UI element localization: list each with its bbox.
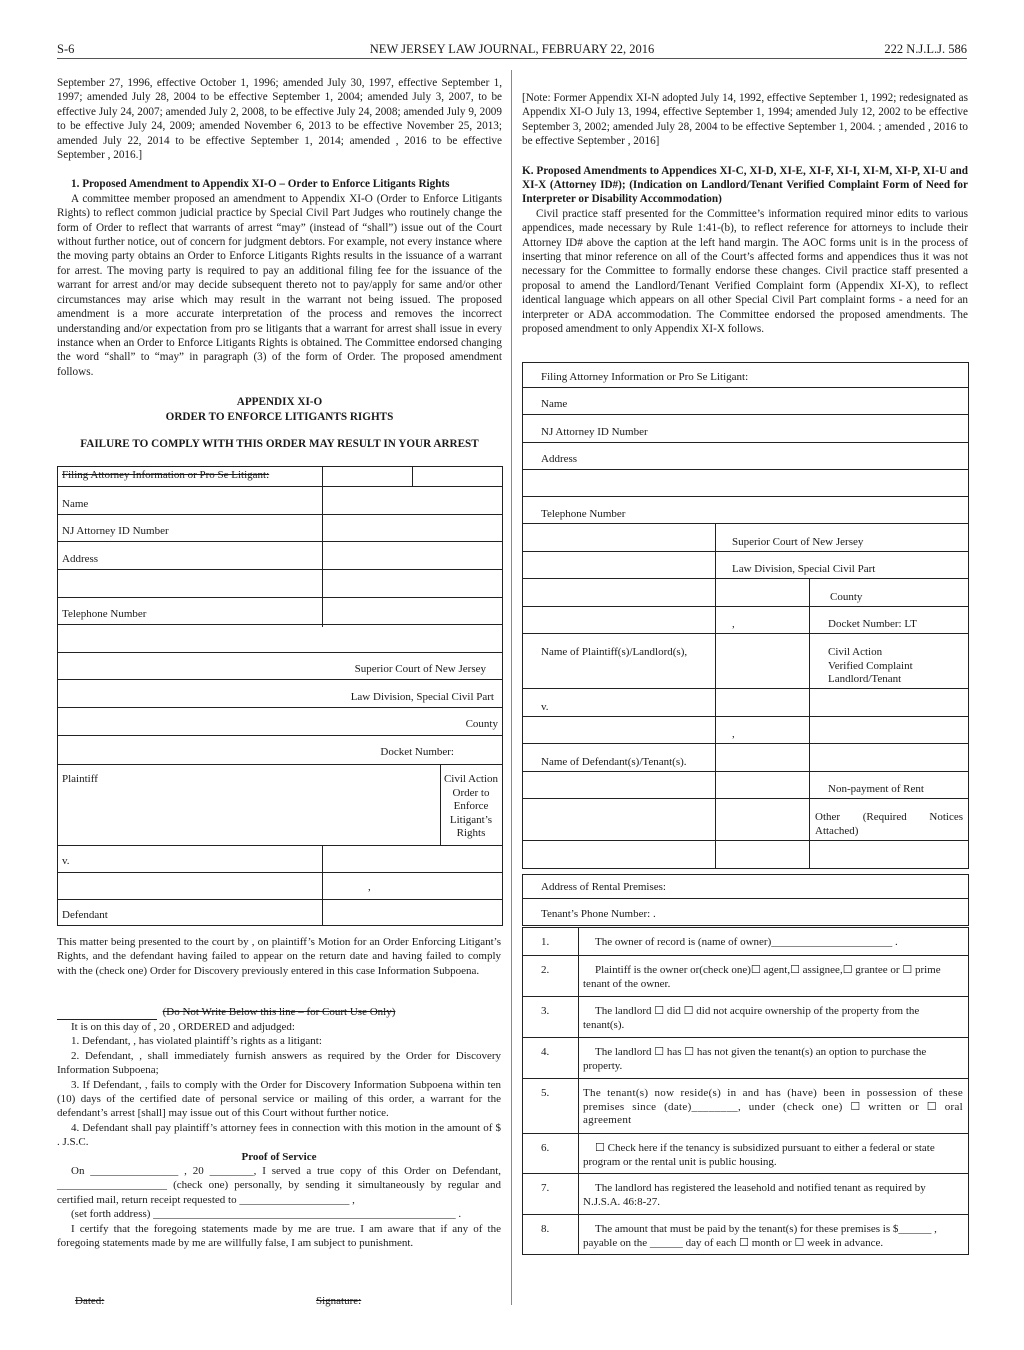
statement-text: The landlord has registered the leasehold and notified tenant as required by N.J.S.A. 46:8-27. (583, 1182, 926, 1208)
statement-text: The landlord ☐ has ☐ has not given the tenant(s) an option to purchase the property. (583, 1046, 927, 1072)
county-label: County (830, 591, 863, 603)
statement-number: 5. (541, 1087, 550, 1099)
civil-action-line: Civil Action (443, 773, 499, 785)
civil-action-line: Order to (452, 786, 490, 799)
proof-line: I certify that the foregoing statements made by me are true. I am aware that if any of the foregoing statements made by me are willfully false, I am subject to punishment. (57, 1222, 501, 1250)
statement-text: The landlord ☐ did ☐ did not acquire ownership of the property from the tenant(s). (583, 1005, 920, 1031)
right-column (522, 91, 968, 337)
address-label: Address (62, 553, 99, 565)
defendant-label: Name of Defendant(s)/Tenant(s). (541, 756, 687, 768)
rental-address-label: Address of Rental Premises: (541, 881, 666, 893)
section-1-body: A committee member proposed an amendment to Appendix XI-O (Order to Enforce Litigants Rights) to reflect common judicial practice by Special Civil Part Judges who routinely change the form of Order to reflect that warrants of arrest “may” (instead of “shall”) issue out of the Court without further notice, out of concern for judgment debtors. For example, not every instance where the moving party obtains an Order to Enforce Litigants Rights results in the issuance of a warrant for arrest. The moving party is required to pay an additional filing fee for the issuance of the warrant for arrest and/or may decide subsequent thereto not to pay/apply for same and/or other circumstances may arise which may result in the warrant not being issued. The proposed amendment is a more accurate interpretation of the process and removes the incorrect understanding and/or expectation from pro se litigants that a warrant for arrest shall issue in every instance when an Order to Enforce Litigants Rights is obtained. The Committee endorsed changing the word “shall” to “may” in paragraph (3) of the form of Order. The proposed amendment follows. (57, 192, 502, 378)
statement-text: The tenant(s) now reside(s) in and has (have) been in possession of these premises since (date)________, under (check one) ☐ written or ☐ oral agreement (583, 1087, 963, 1126)
former-appendix-note: [Note: Former Appendix XI-N adopted July 14, 1992, effective September 1, 1992; redesignated as Appendix XI-O July 13, 1994, effective September 1, 1994; amended July 12, 2002 to be effective September 3, 2002; amended July 28, 2004 to be effective September 1, 2004. ; amended , 2016 to be effective September , 2016] (522, 92, 968, 148)
section-k-heading: K. Proposed Amendments to Appendices XI-C, XI-D, XI-E, XI-F, XI-I, XI-M, XI-P, XI-U and XI-X (Attorney ID#); (Indication on Landlord/Tenant Verified Complaint Form of Need for Interpreter or Disability Accommodation) (522, 164, 968, 206)
premises-table (522, 874, 969, 926)
attorney-id-label: NJ Attorney ID Number (62, 525, 169, 537)
appendix-title: APPENDIX XI-O (236, 396, 323, 409)
telephone-label: Telephone Number (541, 508, 626, 520)
complaint-form-table (522, 362, 969, 869)
statement-number: 2. (541, 964, 550, 976)
comma-mark: , (732, 618, 735, 630)
section-1-heading: 1. Proposed Amendment to Appendix XI-O – Order to Enforce Litigants Rights (71, 178, 450, 191)
plaintiff-label: Name of Plaintiff(s)/Landlord(s), (541, 646, 688, 658)
statement-text: The owner of record is (name of owner)______________________ . (595, 936, 898, 948)
order-line: 4. Defendant shall pay plaintiff’s attorney fees in connection with this motion in the amount of $ . J.S.C. (57, 1121, 501, 1149)
docket-label: Docket Number: (380, 746, 454, 758)
civil-action-line: Landlord/Tenant (828, 673, 902, 685)
order-lines (57, 1020, 501, 1251)
civil-action-label (440, 773, 502, 841)
address-label: Address (541, 453, 578, 465)
filing-info-label: Filing Attorney Information or Pro Se Litigant: (62, 469, 270, 481)
statement-number: 8. (541, 1223, 550, 1235)
court-label: Superior Court of New Jersey (732, 536, 864, 548)
tenant-phone-label: Tenant’s Phone Number: . (541, 908, 656, 920)
telephone-label: Telephone Number (62, 608, 147, 620)
history-text: September 27, 1996, effective October 1, 1996; amended July 30, 1997, effective September 1, 1997; amended July 28, 2004 to be effective September 1, 2004; amended July 3, 2007, to be effective July 24, 2007; amended July 2, 2008, to be effective July 24, 2008; amended July 9, 2009 to be effective July 24, 2009; amended November 6, 2013 to be effective November 25, 2013; amended July 22, 2014 to be effective September 1, 2014; amended , 2016 to be effective September , 2016.] (57, 77, 502, 162)
left-column (57, 76, 502, 451)
name-label: Name (541, 398, 568, 410)
dated-label: Dated: (75, 1295, 105, 1307)
versus-label: v. (541, 701, 549, 713)
proof-line: (set forth address) _______________________________________________________ . (71, 1208, 462, 1221)
journal-title: NEW JERSEY LAW JOURNAL, FEBRUARY 22, 2016 (369, 42, 655, 56)
filing-info-label: Filing Attorney Information or Pro Se Litigant: (541, 371, 749, 383)
statement-number: 7. (541, 1182, 550, 1194)
civil-action-line: Enforce (453, 800, 489, 812)
other-label: Other (Required Notices Attached) (815, 811, 963, 837)
civil-action-line: Civil Action (828, 646, 883, 658)
nonpayment-label: Non-payment of Rent (828, 783, 924, 795)
proof-line: On ________________ , 20 ________, I served a true copy of this Order on Defendant, ____________________ (check one) personally, by sending it simultaneously by regular and certified mail, return receipt requested to ____________________ , (57, 1165, 501, 1206)
statement-text: The amount that must be paid by the tenant(s) for these premises is $______ , payable on the ______ day of each ☐ month or ☐ week in advance. (583, 1223, 937, 1249)
proof-title: Proof of Service (241, 1150, 317, 1163)
comma-mark: , (368, 881, 371, 893)
matter-text: This matter being presented to the court by , on plaintiff’s Motion for an Order Enforcing Litigant’s Rights, and the defendant having failed to appear on the return date and having failed to comply with the (check one) Order for Discovery previously entered in this case Information Subpoena. (57, 936, 501, 977)
statement-number: 4. (541, 1046, 550, 1058)
statement-number: 3. (541, 1005, 550, 1017)
order-line: 2. Defendant, , shall immediately furnish answers as required by the Order for Discovery Information Subpoena; (57, 1049, 501, 1077)
page-number: S-6 (57, 42, 75, 56)
civil-action-label (828, 646, 913, 687)
order-line: 3. If Defendant, , fails to comply with the Order for Discovery Information Subpoena within ten (10) days of the certified date of personal service or mailing of this order, a warrant for the defendant’s arrest [shall] may issue out of this Court without further notice. (57, 1078, 501, 1120)
statements-table (522, 927, 969, 1255)
docket-label: Docket Number: LT (828, 618, 917, 630)
defendant-label: Defendant (62, 909, 108, 921)
county-label: County (465, 718, 498, 730)
order-form-table (57, 466, 503, 926)
statement-text: ☐ Check here if the tenancy is subsidized pursuant to either a federal or state program or the rental unit is public housing. (583, 1142, 935, 1168)
plaintiff-label: Plaintiff (62, 773, 98, 785)
order-line: It is on this day of , 20 , ORDERED and adjudged: (71, 1021, 295, 1033)
name-label: Name (62, 498, 89, 510)
comma-mark: , (732, 728, 735, 740)
court-label: Superior Court of New Jersey (354, 663, 486, 675)
citation: 222 N.J.L.J. 586 (884, 42, 967, 56)
appendix-subtitle: ORDER TO ENFORCE LITIGANTS RIGHTS (165, 410, 394, 423)
statement-text: Plaintiff is the owner or(check one)☐ agent,☐ assignee,☐ grantee or ☐ prime tenant of the owner. (583, 964, 941, 990)
statement-number: 1. (541, 936, 550, 948)
attorney-id-label: NJ Attorney ID Number (541, 426, 648, 438)
civil-action-line: Rights (456, 827, 486, 839)
division-label: Law Division, Special Civil Part (732, 563, 876, 575)
column-divider (511, 70, 512, 1305)
page-header (57, 42, 967, 59)
court-use-line: (Do Not Write Below this line – for Court Use Only) (162, 1006, 396, 1018)
signature-label: Signature: (316, 1295, 362, 1307)
arrest-warning: FAILURE TO COMPLY WITH THIS ORDER MAY RESULT IN YOUR ARREST (80, 437, 479, 450)
section-k-body: Civil practice staff presented for the Committee’s information required minor edits to various appendices, made necessary by Rule 1:41-(b), to reflect reference for attorneys to include their Attorney ID# above the caption at the left hand margin. The AOC forms unit is in the process of inserting that minor reference on all of the Court’s affected forms and appendices thus it was not necessary for the Committee to formally endorse these changes. Civil practice staff presented a proposal to amend the Landlord/Tenant Verified Complaint form (Appendix XI-X), to reflect identical language which appears on all other Special Civil Part complaint forms - a need for an interpreter or ADA accommodation. The Committee endorsed the proposed amendments. The proposed amendment to only Appendix XI-X follows. (522, 207, 968, 336)
statement-number: 6. (541, 1142, 550, 1154)
order-line: 1. Defendant, , has violated plaintiff’s rights as a litigant: (71, 1035, 322, 1048)
civil-action-line: Litigant’s (449, 813, 493, 826)
versus-label: v. (62, 855, 70, 867)
division-label: Law Division, Special Civil Part (350, 691, 494, 703)
civil-action-line: Verified Complaint (828, 659, 913, 672)
